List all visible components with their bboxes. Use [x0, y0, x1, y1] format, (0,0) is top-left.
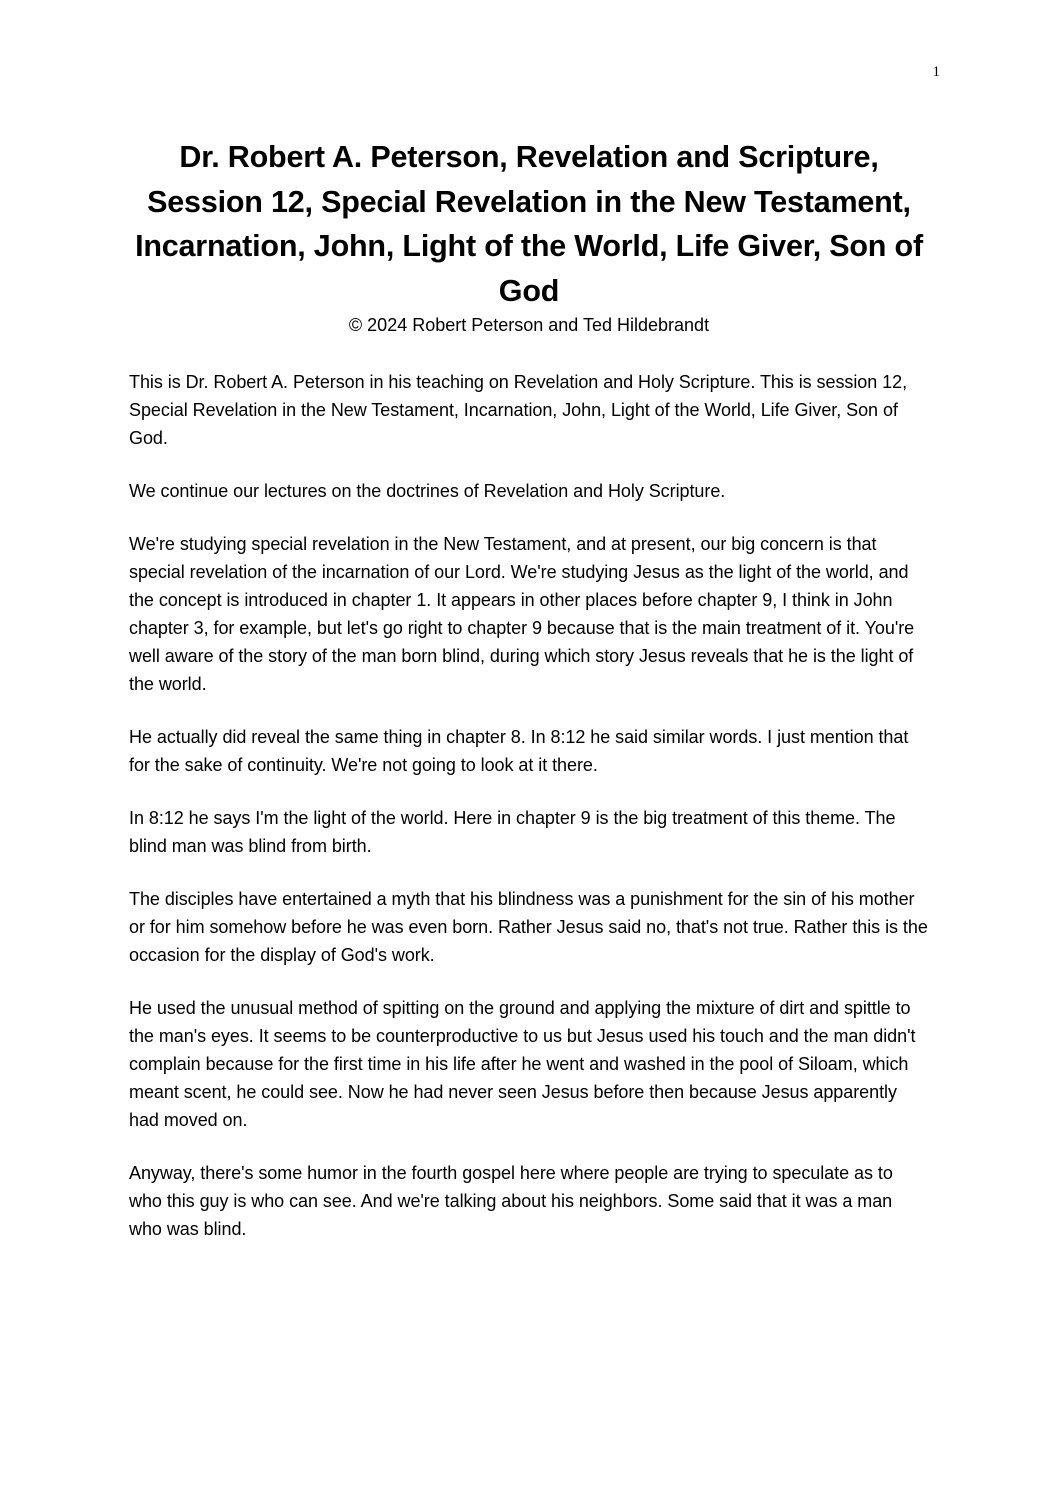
- paragraph: The disciples have entertained a myth that his blindness was a punishment for the sin of his mother or for him somehow before he was even born. Rather Jesus said no, that's not true. Rather this is the occasion for the display of God's work.: [129, 889, 928, 965]
- paragraph: We're studying special revelation in the New Testament, and at present, our big concern is that special revelation of the incarnation of our Lord. We're studying Jesus as the light of the world, and the concept is introduced in chapter 1. It appears in other places before chapter 9, I think in John chapter 3, for example, but let's go right to chapter 9 because that is the main treatment of it. You're well aware of the story of the man born blind, during which story Jesus reveals that he is the light of the world.: [129, 534, 915, 694]
- paragraph: In 8:12 he says I'm the light of the world. Here in chapter 9 is the big treatment of this theme. The blind man was blind from birth.: [129, 808, 896, 856]
- copyright-line: © 2024 Robert Peterson and Ted Hildebrandt: [348, 315, 710, 335]
- document-body: [129, 368, 929, 1268]
- paragraph: Anyway, there's some humor in the fourth gospel here where people are trying to speculate as to who this guy is who can see. And we're talking about his neighbors. Some said that it was a man who was blind.: [129, 1163, 893, 1239]
- page-number: 1: [932, 64, 940, 80]
- paragraph: This is Dr. Robert A. Peterson in his teaching on Revelation and Holy Scripture. This is session 12, Special Revelation in the New Testament, Incarnation, John, Light of the World, Life Giver, Son of God.: [129, 372, 908, 448]
- paragraph: He actually did reveal the same thing in chapter 8. In 8:12 he said similar words. I just mention that for the sake of continuity. We're not going to look at it there.: [129, 727, 909, 775]
- paragraph: He used the unusual method of spitting on the ground and applying the mixture of dirt and spittle to the man's eyes. It seems to be counterproductive to us but Jesus used his touch and the man didn't complain because for the first time in his life after he went and washed in the pool of Siloam, which meant scent, he could see. Now he had never seen Jesus before then because Jesus apparently had moved on.: [129, 998, 916, 1130]
- paragraph: We continue our lectures on the doctrines of Revelation and Holy Scripture.: [129, 481, 726, 501]
- document-title: Dr. Robert A. Peterson, Revelation and Scripture, Session 12, Special Revelation in the New Testament, Incarnation, John, Light of the World, Life Giver, Son of God: [135, 140, 923, 308]
